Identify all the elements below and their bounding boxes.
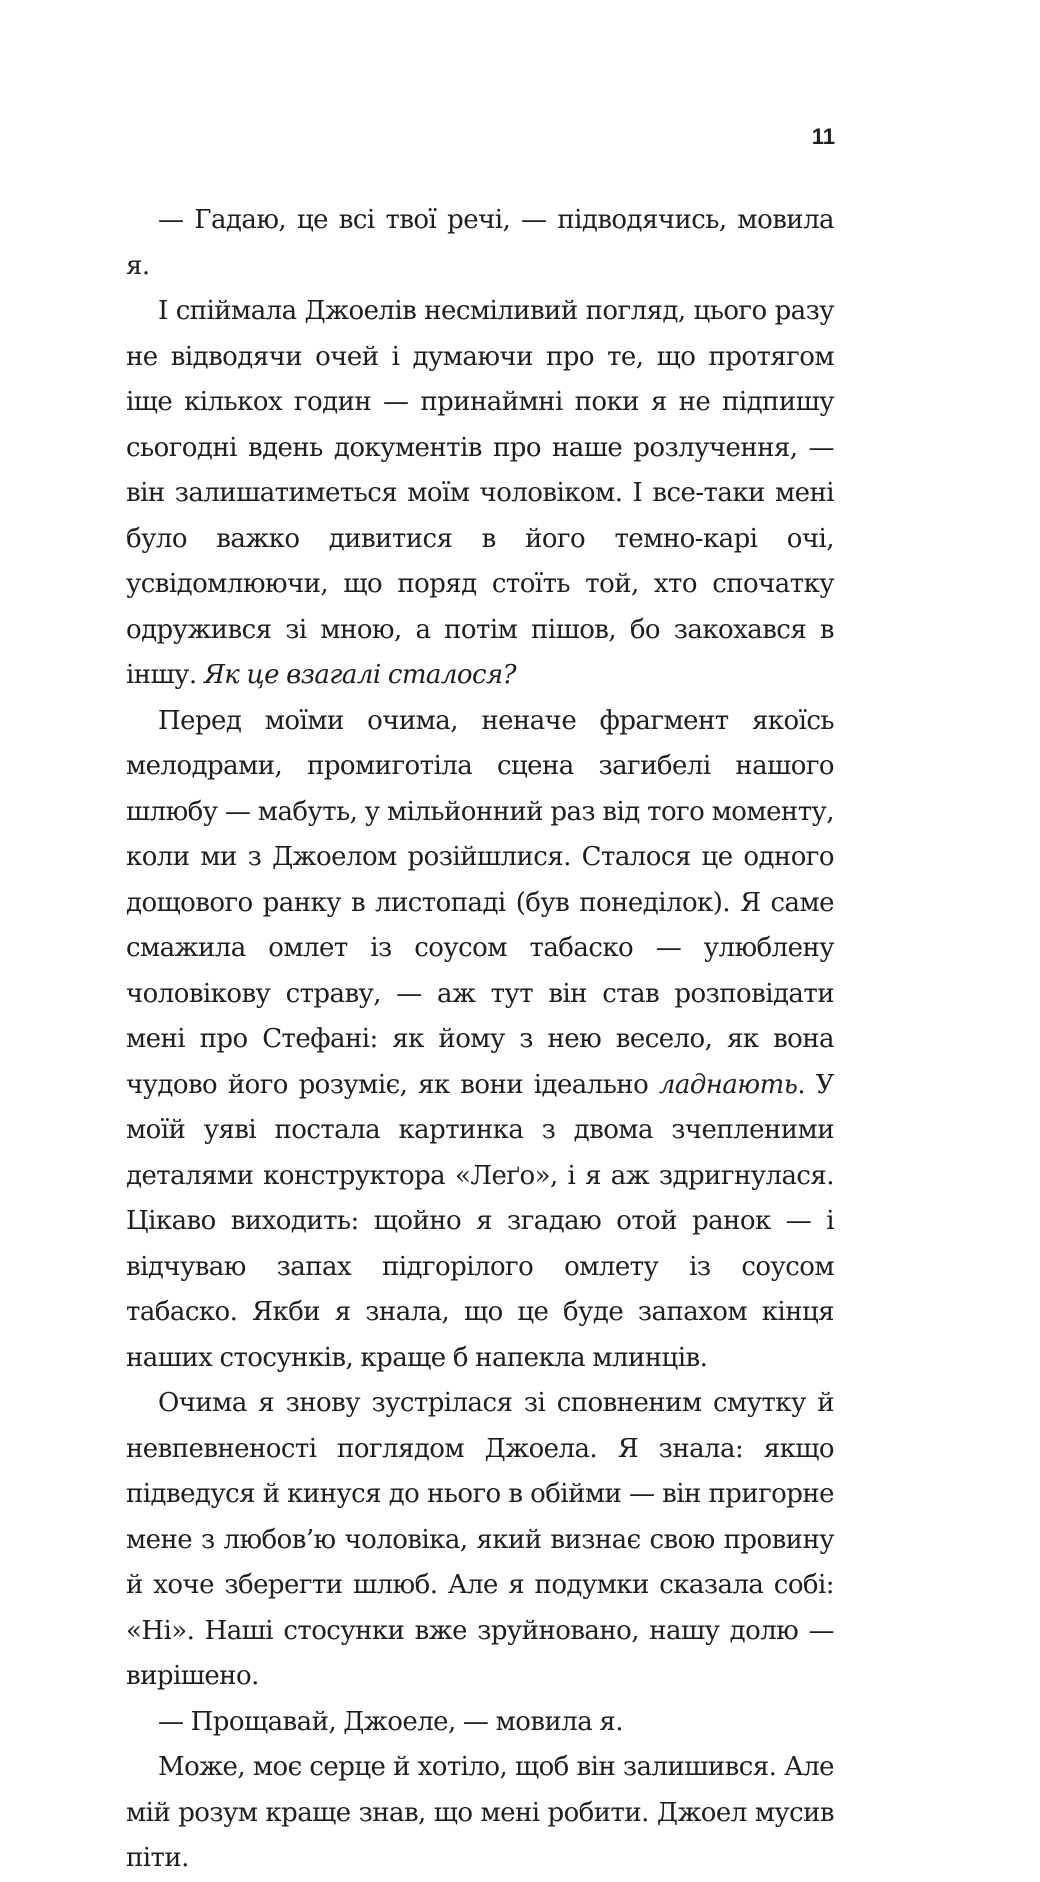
paragraph: [126, 289, 834, 699]
text-run: — Гадаю, це всі твої речі, — підводячись, мовила я.: [126, 205, 834, 281]
paragraph: [126, 1700, 834, 1746]
paragraph: [126, 198, 834, 289]
text-run: Перед моїми очима, неначе фрагмент якоїсь мелодрами, промиготіла сцена загибелі нашого шлюбу — мабуть, у мільйонний раз від того моменту, коли ми з Джоелом розійшлися. Сталося це одного дощового ранку в листопаді (був понеділок). Я саме смажила омлет із соусом табаско — улюблену чоловікову страву, — аж тут він став розповідати мені про Стефані: як йому з нею весело, як вона чудово його розуміє, як вони ідеально: [126, 705, 834, 1100]
text-run: І спіймала Джоелів несміливий погляд, цього разу не відводячи очей і думаючи про те, що протягом іще кількох годин — принаймні поки я не підпишу сьогодні вдень документів про наше розлучення, — він залишатиметься моїм чоловіком. І все-таки мені було важко дивитися в його темно-карі очі, усвідомлюючи, що поряд стоїть той, хто спочатку одружився зі мною, а потім пішов, бо закохався в іншу.: [126, 296, 834, 690]
paragraph: [126, 1381, 834, 1700]
text-run: — Прощавай, Джоеле, — мовила я.: [158, 1706, 623, 1737]
italic-text: ладнають: [658, 1069, 798, 1100]
paragraph: [126, 1745, 834, 1882]
text-run: . У моїй уяві постала картинка з двома зчепленими деталями конструктора «Леґо», і я аж здригнулася. Цікаво виходить: щойно я згадаю отой ранок — і відчуваю запах підгорілого омлету із соусом табаско. Якби я знала, що це буде запахом кінця наших стосунків, краще б напекла млинців.: [126, 1069, 834, 1373]
text-run: Очима я знову зустрілася зі сповненим смутку й невпевненості поглядом Джоела. Я знала: якщо підведуся й кинуся до нього в обійми — він пригорне мене з любов’ю чоловіка, який визнає свою провину й хоче зберегти шлюб. Але я подумки сказала собі: «Ні». Наші стосунки вже зруйновано, нашу долю — вирішено.: [126, 1388, 834, 1691]
italic-text: Як це взагалі сталося?: [203, 660, 517, 690]
page-number: 11: [811, 124, 835, 149]
body-text: [126, 198, 834, 1882]
text-run: Може, моє серце й хотіло, щоб він залишився. Але мій розум краще знав, що мені робити. Джоел мусив піти.: [126, 1752, 834, 1873]
paragraph: [126, 699, 834, 1382]
